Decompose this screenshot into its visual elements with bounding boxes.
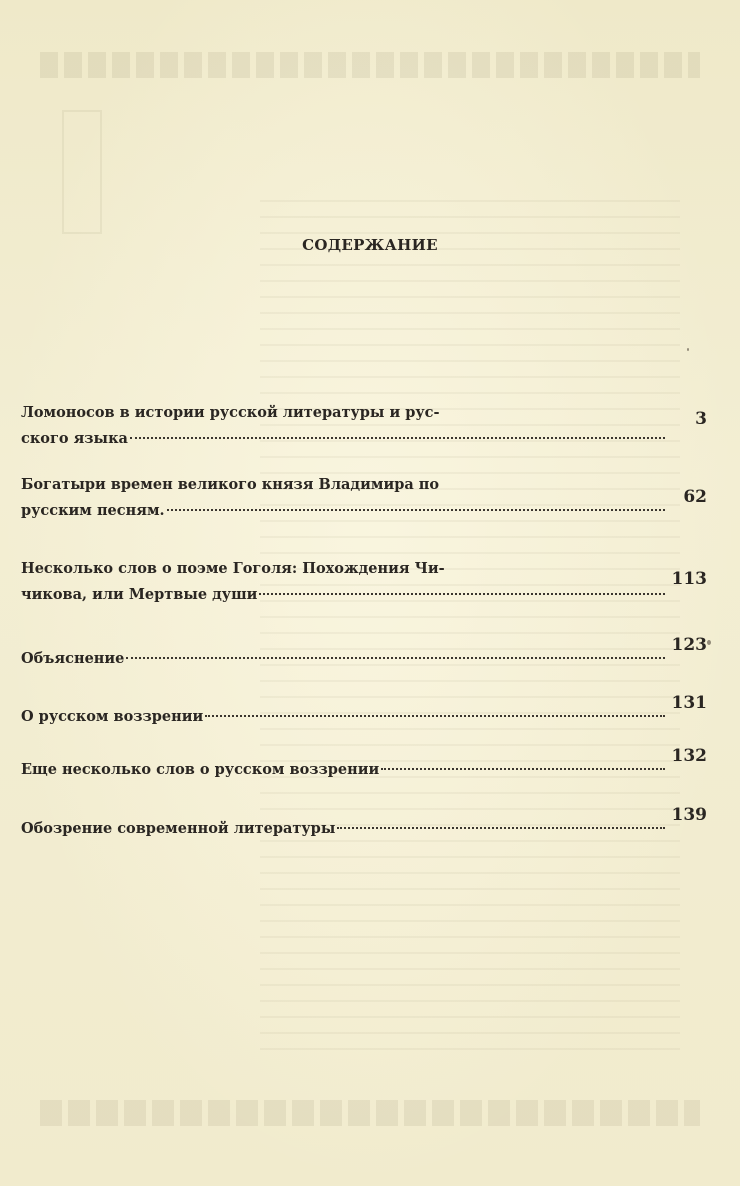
toc-entry-title-line2: ского языка <box>21 430 128 447</box>
dot-leader <box>167 509 665 511</box>
show-through-logo <box>62 110 102 234</box>
toc-entry-title: О русском воззрении <box>21 708 204 725</box>
show-through-footer <box>40 1100 700 1126</box>
dot-leader <box>126 657 665 659</box>
toc-entry-title-line1: Несколько слов о поэме Гоголя: Похождения Чи- <box>21 560 445 577</box>
toc-entry-page: 123 <box>671 635 707 655</box>
show-through-header <box>40 52 700 78</box>
dot-leader <box>381 768 665 770</box>
paper-speck <box>707 640 711 645</box>
toc-entry-page: 132 <box>671 746 707 766</box>
toc-entry-page: 113 <box>671 569 707 589</box>
toc-entry-title: Еще несколько слов о русском воззрении <box>21 761 380 778</box>
toc-entry-page: 62 <box>683 487 707 507</box>
toc-entry-title-line1: Богатыри времен великого князя Владимира по <box>21 476 440 493</box>
toc-entry-page: 139 <box>671 805 707 825</box>
toc-entry-title: Обозрение современной литературы <box>21 820 336 837</box>
toc-entry <box>21 472 721 524</box>
toc-entry-page: 3 <box>695 409 707 429</box>
paper-speck <box>687 348 689 351</box>
toc-entry-title-line2: чикова, или Мертвые души <box>21 586 258 603</box>
contents-heading: СОДЕРЖАНИЕ <box>302 236 438 254</box>
toc-entry <box>21 693 721 730</box>
dot-leader <box>337 827 665 829</box>
toc-entry-title: Объяснение <box>21 650 125 667</box>
toc-entry-title-line2: русским песням. <box>21 502 165 519</box>
dot-leader <box>205 715 665 717</box>
toc-entry <box>21 635 721 672</box>
dot-leader <box>259 593 665 595</box>
toc-entry-page: 131 <box>671 693 707 713</box>
dot-leader <box>130 437 665 439</box>
toc-entry <box>21 746 721 783</box>
toc-entry <box>21 556 721 608</box>
show-through-text <box>260 200 680 1060</box>
toc-entry-title-line1: Ломоносов в истории русской литературы и рус- <box>21 404 440 421</box>
toc-entry <box>21 805 721 842</box>
toc-entry <box>21 400 721 452</box>
